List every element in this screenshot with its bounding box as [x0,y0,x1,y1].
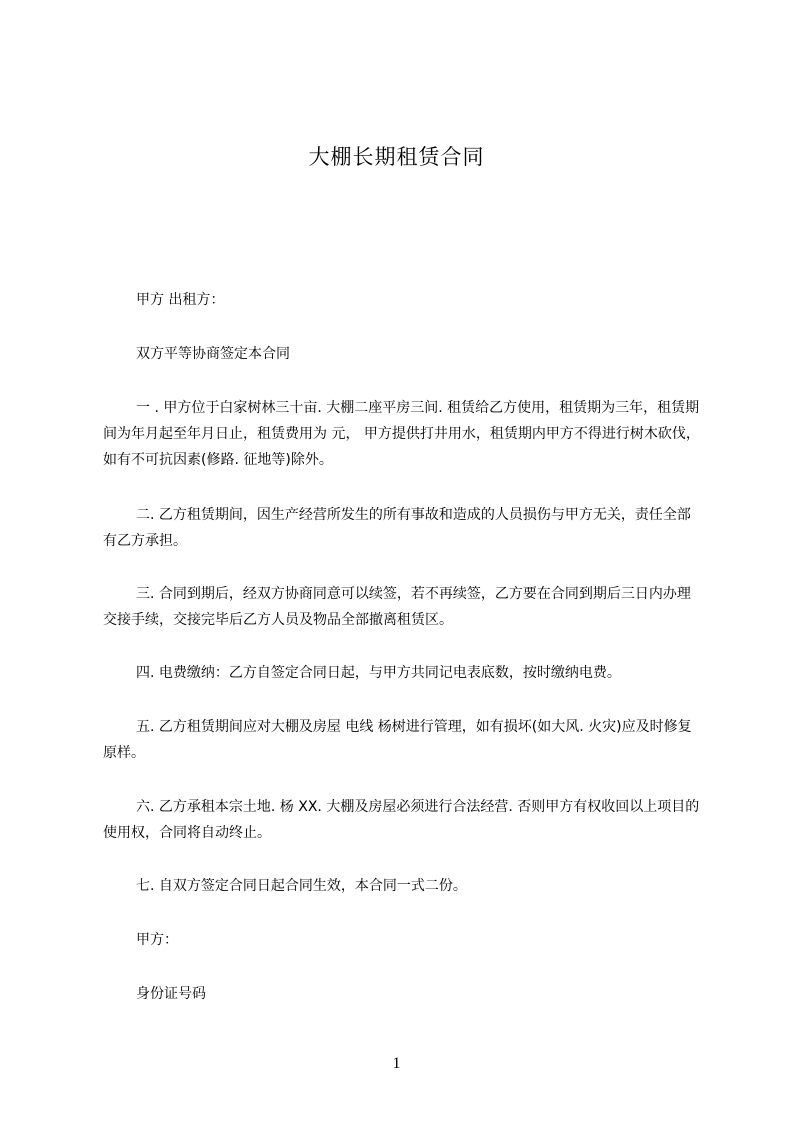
clause-7-paragraph: 七. 自双方签定合同日起合同生效，本合同一式二份。 [136,878,467,894]
document-title: 大棚长期租赁合同 [308,145,485,169]
clause-2-paragraph: 二. 乙方租赁期间，因生产经营所发生的所有事故和造成的人员损伤与甲方无关，责任全部有乙方承担。 [103,507,691,549]
agreement-statement: 双方平等协商签定本合同 [136,346,290,362]
party-a-lessor-line: 甲方 出租方： [136,292,225,308]
clause-6-paragraph: 六. 乙方承租本宗土地. 杨 XX. 大棚及房屋必须进行合法经营. 否则甲方有权收回以上项目的使用权，合同将自动终止。 [103,799,700,841]
clause-4-paragraph: 四. 电费缴纳：乙方自签定合同日起，与甲方共同记电表底数，按时缴纳电费。 [136,665,621,681]
id-number-line: 身份证号码 [136,986,206,1002]
page-number: 1 [392,1055,401,1072]
clause-1-paragraph: 一 . 甲方位于白家树林三十亩. 大棚二座平房三间. 租赁给乙方使用，租赁期为三年，租赁期间为年月起至年月日止，租赁费用为 元， 甲方提供打井用水，租赁期内甲方不得进行树木砍伐，如有不可抗因素(修路. 征地等)除外。 [103,400,700,468]
clause-3-paragraph: 三. 合同到期后，经双方协商同意可以续签，若不再续签，乙方要在合同到期后三日内办理交接手续，交接完毕后乙方人员及物品全部撤离租赁区。 [103,586,691,628]
party-a-signature-line: 甲方： [136,932,178,948]
clause-5-paragraph: 五. 乙方租赁期间应对大棚及房屋 电线 杨树进行管理，如有损坏(如大风. 火灾)应及时修复原样。 [103,719,692,761]
